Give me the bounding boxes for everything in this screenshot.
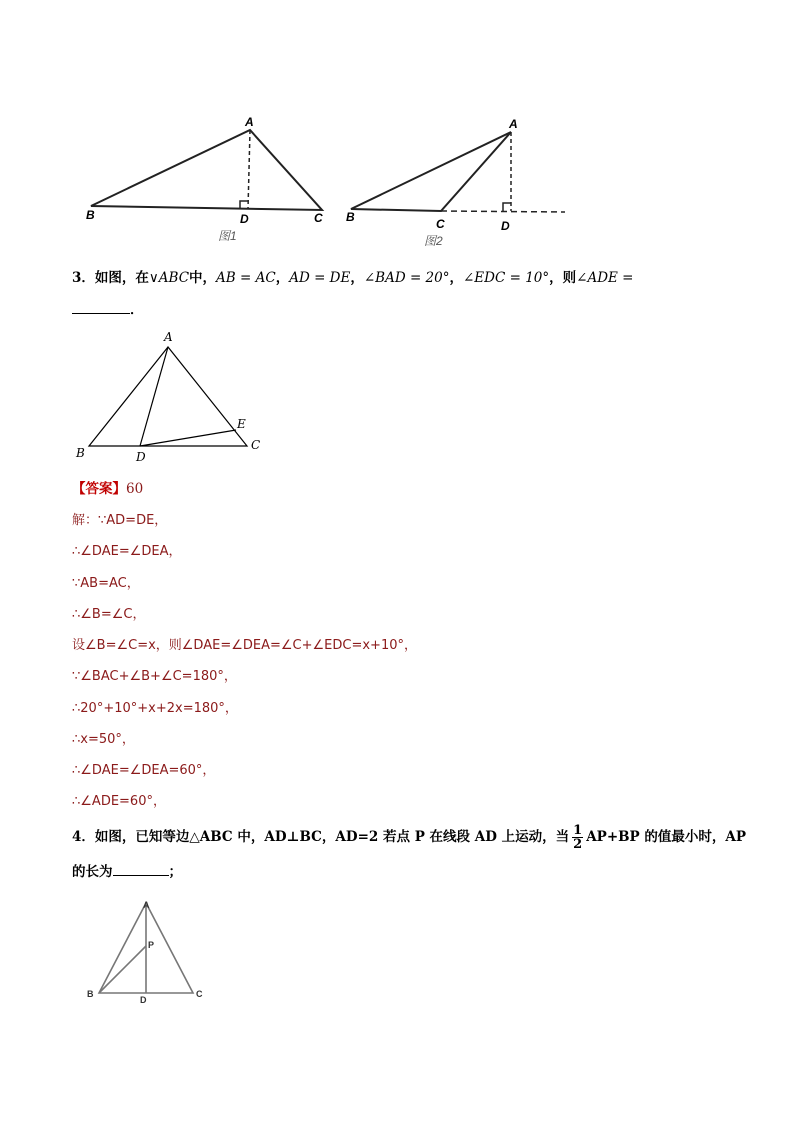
fig2-label-b: B (346, 210, 355, 224)
answer-value: 60 (126, 481, 144, 497)
solution-line: ∵AB=AC， (72, 576, 140, 591)
q4-fraction (572, 824, 583, 851)
q4-frac-denominator: 2 (573, 837, 583, 852)
question-4 (72, 824, 746, 851)
q4-answer-blank[interactable] (113, 875, 169, 876)
fig1-label-d: D (240, 212, 249, 226)
fig3-label-e: E (237, 417, 246, 431)
q4-frac-numerator: 1 (573, 823, 583, 838)
fig1-label-b: B (86, 208, 95, 222)
q4-text: AP+BP 的值最小时，AP (586, 829, 747, 845)
q4-text: 的长为 (72, 864, 113, 880)
fig4-label-d: D (140, 995, 147, 1005)
solution-line: ∴∠B=∠C， (72, 607, 146, 622)
q3-number: 3． (72, 270, 95, 286)
q3-math: ∠ADE = (576, 270, 634, 286)
solution-line: ∴∠DAE=∠DEA=60°， (72, 763, 216, 778)
fig1-caption: 图1 (218, 229, 237, 243)
q3-text: ， (275, 270, 290, 286)
fig2-caption: 图2 (424, 234, 443, 248)
figure-4 (80, 895, 210, 1005)
fig3-label-b: B (76, 446, 85, 460)
fig3-label-c: C (251, 438, 261, 452)
q3-math: AD = DE (289, 270, 351, 286)
solution-line: 设∠B=∠C=x，则∠DAE=∠DEA=∠C+∠EDC=x+10°， (72, 638, 417, 653)
q3-text: ，则 (549, 270, 577, 286)
solution-line: ∴x=50°， (72, 732, 135, 747)
fig4-label-b: B (87, 989, 94, 999)
fig4-label-p: P (148, 940, 155, 950)
q3-math: AB = AC (216, 270, 276, 286)
q3-math: ∠BAD = 20° (363, 270, 450, 286)
q3-tail: ． (130, 302, 144, 318)
q3-answer-blank[interactable] (72, 313, 130, 314)
answer-tag: 【答案】 (72, 481, 126, 497)
solution-line: ∴∠DAE=∠DEA， (72, 544, 182, 559)
fig2-label-a: A (509, 117, 518, 131)
figures-1-2 (0, 100, 794, 260)
q3-text: 如图，在 (94, 270, 149, 286)
q4-number: 4． (72, 829, 95, 845)
q3-math: ∨ABC (148, 270, 190, 286)
fig4-label-c: C (196, 989, 203, 999)
fig2-label-d: D (501, 219, 510, 233)
fig3-label-a: A (164, 330, 173, 344)
solution-line: ∵∠BAC+∠B+∠C=180°， (72, 669, 237, 684)
fig3-label-d: D (136, 450, 146, 464)
solution-line: ∴20°+10°+x+2x=180°， (72, 701, 238, 716)
fig1-label-c: C (314, 211, 323, 225)
solution-line: ∴∠ADE=60°， (72, 794, 166, 809)
q3-answer-blank-line (72, 300, 144, 320)
figure-1 (86, 115, 323, 243)
q3-text: 中， (189, 270, 217, 286)
figure-2 (346, 117, 565, 248)
q3-text: ， (449, 270, 463, 286)
question-3 (72, 268, 634, 288)
q4-text: 如图，已知等边△ABC 中，AD⊥BC，AD=2 若点 P 在线段 AD 上运动，当 (94, 829, 570, 845)
q4-text: ； (168, 864, 182, 880)
q3-text: ， (350, 270, 364, 286)
fig4-label-a: A (143, 900, 150, 910)
question-4-line-2 (72, 862, 182, 882)
solution-line: 解：∵AD=DE， (72, 513, 168, 528)
figure-3 (60, 325, 280, 465)
q3-math: ∠EDC = 10° (463, 270, 550, 286)
fig1-label-a: A (245, 115, 254, 129)
answer-3 (72, 477, 143, 497)
fig2-label-c: C (436, 217, 445, 231)
